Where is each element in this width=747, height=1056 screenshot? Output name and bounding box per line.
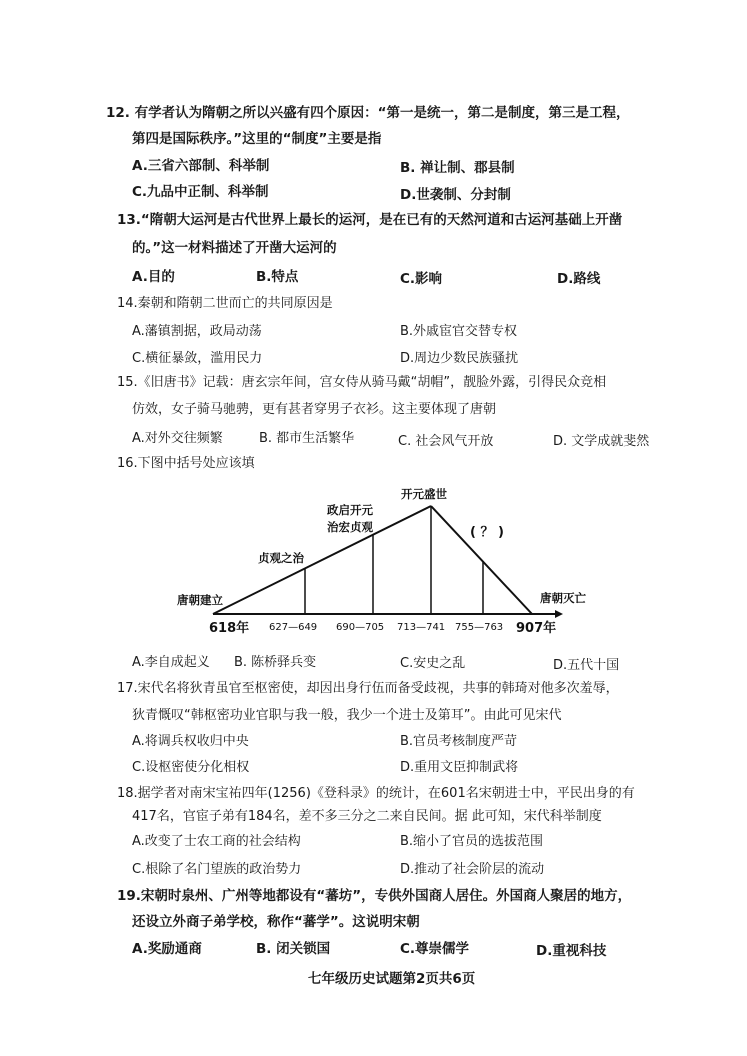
q15-option-c: C. 社会风气开放 (398, 434, 494, 449)
q19-stem-line1: 19.宋朝时泉州、广州等地都设有“蕃坊”，专供外国商人居住。外国商人聚居的地方， (117, 888, 632, 904)
rise-line (213, 506, 431, 614)
q12-option-b: B. 禅让制、郡县制 (400, 160, 515, 176)
q17-option-b: B.官员考核制度严苛 (400, 734, 518, 749)
q13-option-b: B.特点 (256, 269, 299, 285)
q17-stem-line1: 17.宋代名将狄青虽官至枢密使，却因出身行伍而备受歧视，共事的韩琦对他多次羞辱， (117, 681, 619, 696)
label-tang-founded: 唐朝建立 (177, 593, 223, 607)
q19-stem-line2: 还设立外商子弟学校，称作“蕃学”。这说明宋朝 (132, 914, 420, 930)
q12-stem-line1: 12. 有学者认为隋朝之所以兴盛有四个原因：“第一是统一，第二是制度，第三是工程， (106, 105, 630, 121)
year-755-763: 755—763 (455, 622, 504, 633)
q13-option-d: D.路线 (557, 271, 601, 287)
tang-dynasty-timeline-diagram (177, 484, 586, 644)
q12-option-a: A.三省六部制、科举制 (132, 158, 270, 174)
q19-option-b: B. 闭关锁国 (256, 941, 331, 957)
year-713-741: 713—741 (397, 622, 446, 633)
q12-stem-line2: 第四是国际秩序。”这里的“制度”主要是指 (132, 131, 382, 147)
q18-option-d: D.推动了社会阶层的流动 (400, 862, 545, 877)
q13-option-c: C.影响 (400, 271, 443, 287)
q14-option-d: D.周边少数民族骚扰 (400, 351, 519, 366)
q12-option-c: C.九品中正制、科举制 (132, 184, 269, 200)
label-kaiyuan-shengshi: 开元盛世 (401, 487, 447, 501)
q18-option-a: A.改变了士农工商的社会结构 (132, 834, 301, 849)
page-footer: 七年级历史试题第2页共6页 (308, 971, 476, 987)
q19-option-d: D.重视科技 (536, 943, 607, 959)
q17-option-d: D.重用文臣抑制武将 (400, 760, 519, 775)
q13-stem-line1: 13.“隋朝大运河是古代世界上最长的运河，是在已有的天然河道和古运河基础上开凿 (117, 212, 623, 228)
q14-stem-line1: 14.秦朝和隋朝二世而亡的共同原因是 (117, 296, 333, 311)
q14-option-b: B.外戚宦官交替专权 (400, 324, 518, 339)
q13-stem-line2: 的。”这一材料描述了开凿大运河的 (132, 240, 337, 256)
label-tang-fall: 唐朝灭亡 (540, 591, 586, 605)
q15-option-a: A.对外交往频繁 (132, 431, 223, 446)
q15-stem-line2: 仿效，女子骑马驰骋，更有甚者穿男子衣衫。这主要体现了唐朝 (132, 402, 497, 417)
q19-option-c: C.尊崇儒学 (400, 941, 470, 957)
q18-option-b: B.缩小了官员的选拔范围 (400, 834, 544, 849)
q19-option-a: A.奖励通商 (132, 941, 202, 957)
q16-option-a: A.李自成起义 (132, 655, 210, 670)
year-690-705: 690—705 (336, 622, 385, 633)
q14-option-c: C.横征暴敛，滥用民力 (132, 351, 263, 366)
q15-option-d: D. 文学成就斐然 (553, 434, 650, 449)
label-zhengqi-kaiyuan: 政启开元 (327, 503, 373, 517)
label-zhihong-zhenguan: 治宏贞观 (327, 520, 373, 534)
q17-stem-line2: 狄青慨叹“韩枢密功业官职与我一般，我少一个进士及第耳”。由此可见宋代 (132, 708, 562, 723)
q15-stem-line1: 15.《旧唐书》记载：唐玄宗年间，宫女侍从骑马戴“胡帽”，靓脸外露，引得民众竞相 (117, 375, 607, 390)
q16-stem-line1: 16.下图中括号处应该填 (117, 456, 255, 471)
q16-option-d: D.五代十国 (553, 658, 620, 673)
q15-option-b: B. 都市生活繁华 (259, 431, 355, 446)
label-zhenguan-zhizhi: 贞观之治 (258, 551, 304, 565)
q14-option-a: A.藩镇割据，政局动荡 (132, 324, 262, 339)
q12-option-d: D.世袭制、分封制 (400, 187, 511, 203)
q17-option-c: C.设枢密使分化相权 (132, 760, 250, 775)
q13-option-a: A.目的 (132, 269, 175, 285)
axis-arrow (555, 610, 563, 618)
q18-stem-line2: 417名，官宦子弟有184名，差不多三分之二来自民间。据 此可知，宋代科举制度 (132, 809, 602, 824)
q18-stem-line1: 18.据学者对南宋宝祐四年(1256)《登科录》的统计，在601名宋朝进士中，平民出身的有 (117, 786, 635, 801)
year-618: 618年 (209, 621, 250, 636)
q17-option-a: A.将调兵权收归中央 (132, 734, 249, 749)
year-907: 907年 (516, 621, 557, 636)
fall-line (431, 506, 532, 614)
q16-option-b: B. 陈桥驿兵变 (234, 655, 317, 670)
q16-option-c: C.安史之乱 (400, 656, 466, 671)
label-question-blank: ( ？ ) (470, 525, 504, 540)
q18-option-c: C.根除了名门望族的政治势力 (132, 862, 302, 877)
year-627-649: 627—649 (269, 622, 318, 633)
